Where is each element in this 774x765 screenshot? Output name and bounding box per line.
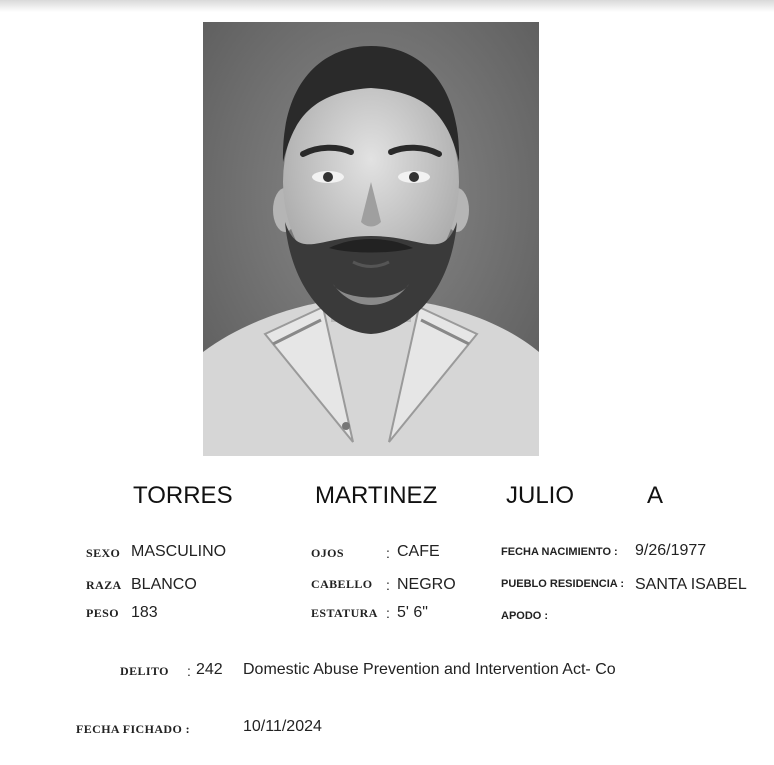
fecha-fichado-value: 10/11/2024 <box>243 718 322 735</box>
cabello-label: CABELLO <box>311 577 373 591</box>
ojos-label: OJOS <box>311 546 344 560</box>
raza-label: RAZA <box>86 578 122 592</box>
cabello-value: NEGRO <box>397 576 456 593</box>
sexo-label: SEXO <box>86 546 121 560</box>
peso-value: 183 <box>131 604 158 621</box>
cabello-colon: : <box>386 577 390 593</box>
estatura-value: 5' 6" <box>397 604 428 621</box>
last-name-paternal: TORRES <box>133 482 233 509</box>
raza-value: BLANCO <box>131 576 197 593</box>
delito-label: DELITO <box>120 664 169 678</box>
delito-colon: : <box>187 663 191 679</box>
ojos-value: CAFE <box>397 543 440 560</box>
booking-photo <box>203 22 539 456</box>
estatura-colon: : <box>386 605 390 621</box>
pueblo-residencia-value: SANTA ISABEL <box>635 576 747 593</box>
last-name-maternal: MARTINEZ <box>315 482 438 509</box>
middle-initial: A <box>647 482 664 509</box>
fecha-nacimiento-value: 9/26/1977 <box>635 542 707 559</box>
ojos-colon: : <box>386 545 390 561</box>
page-top-edge <box>0 0 774 12</box>
estatura-label: ESTATURA <box>311 606 378 620</box>
fecha-fichado-label: FECHA FICHADO : <box>76 722 190 736</box>
apodo-label: APODO : <box>501 610 549 622</box>
delito-code: 242 <box>196 661 223 678</box>
peso-label: PESO <box>86 606 119 620</box>
pueblo-residencia-label: PUEBLO RESIDENCIA : <box>501 578 625 590</box>
delito-description: Domestic Abuse Prevention and Intervention Act- Co <box>243 661 616 678</box>
first-name: JULIO <box>506 482 575 509</box>
sexo-value: MASCULINO <box>131 543 227 560</box>
fecha-nacimiento-label: FECHA NACIMIENTO : <box>501 546 618 558</box>
